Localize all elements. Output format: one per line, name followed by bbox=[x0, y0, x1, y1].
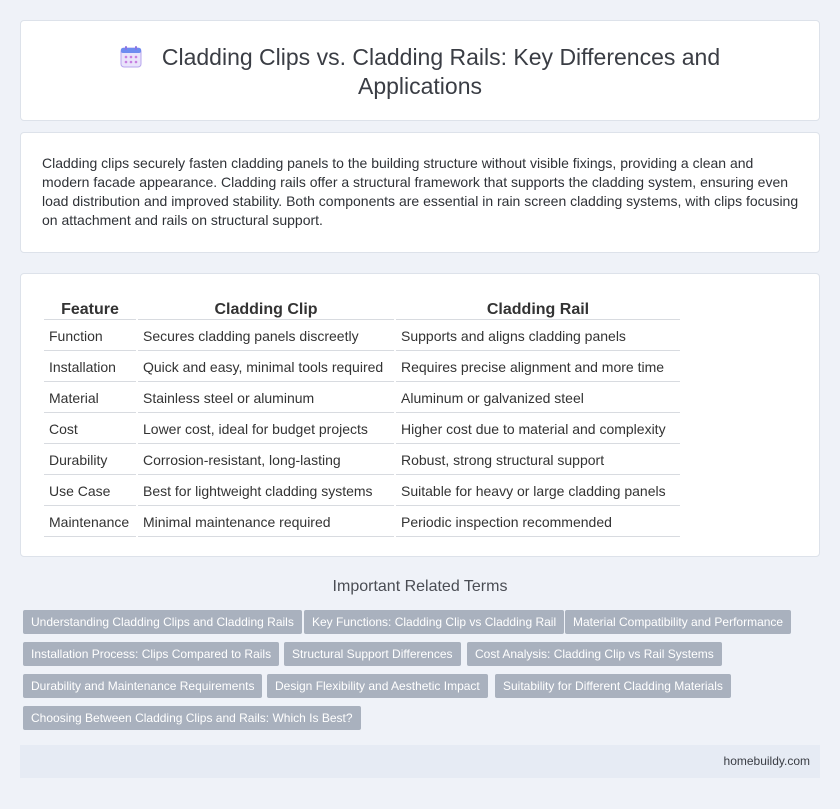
tag-link[interactable]: Material Compatibility and Performance bbox=[565, 610, 791, 634]
row-clip-value: Minimal maintenance required bbox=[138, 508, 394, 537]
tag-link[interactable]: Design Flexibility and Aesthetic Impact bbox=[267, 674, 488, 698]
row-feature: Installation bbox=[44, 353, 136, 382]
tag-link[interactable]: Cost Analysis: Cladding Clip vs Rail Systems bbox=[467, 642, 722, 666]
row-feature: Durability bbox=[44, 446, 136, 475]
row-rail-value: Requires precise alignment and more time bbox=[396, 353, 680, 382]
row-feature: Function bbox=[44, 322, 136, 351]
row-feature: Maintenance bbox=[44, 508, 136, 537]
row-clip-value: Best for lightweight cladding systems bbox=[138, 477, 394, 506]
table-row bbox=[44, 446, 680, 475]
row-rail-value: Suitable for heavy or large cladding panels bbox=[396, 477, 680, 506]
tag-link[interactable]: Suitability for Different Cladding Materials bbox=[495, 674, 731, 698]
tag-link[interactable]: Durability and Maintenance Requirements bbox=[23, 674, 262, 698]
intro-paragraph: Cladding clips securely fasten cladding panels to the building structure without visible fixings, providing a clean and modern facade appearance. Cladding rails offer a structural framework that supports the cladding system, ensuring even load distribution and improved stability. Both components are essential in rain screen cladding systems, with clips focusing on attachment and rails on structural support. bbox=[42, 155, 799, 228]
table-row bbox=[44, 477, 680, 506]
header-feature: Feature bbox=[44, 296, 136, 320]
table-row bbox=[44, 353, 680, 382]
footer bbox=[20, 745, 820, 778]
page-title-wrap bbox=[81, 43, 759, 101]
row-rail-value: Robust, strong structural support bbox=[396, 446, 680, 475]
related-terms-title: Important Related Terms bbox=[332, 578, 508, 595]
tag-link[interactable]: Understanding Cladding Clips and Cladding Rails bbox=[23, 610, 302, 634]
title-card bbox=[20, 20, 820, 121]
row-clip-value: Corrosion-resistant, long-lasting bbox=[138, 446, 394, 475]
table-row bbox=[44, 322, 680, 351]
comparison-card bbox=[20, 273, 820, 557]
tag-link[interactable]: Choosing Between Cladding Clips and Rails: Which Is Best? bbox=[23, 706, 361, 730]
row-rail-value: Aluminum or galvanized steel bbox=[396, 384, 680, 413]
table-row bbox=[44, 415, 680, 444]
header-cladding-rail: Cladding Rail bbox=[396, 296, 680, 320]
comparison-table bbox=[42, 294, 682, 539]
table-header-row bbox=[44, 296, 680, 320]
row-clip-value: Lower cost, ideal for budget projects bbox=[138, 415, 394, 444]
header-cladding-clip: Cladding Clip bbox=[138, 296, 394, 320]
calendar-icon bbox=[120, 46, 142, 68]
row-feature: Use Case bbox=[44, 477, 136, 506]
row-rail-value: Periodic inspection recommended bbox=[396, 508, 680, 537]
row-feature: Cost bbox=[44, 415, 136, 444]
tag-link[interactable]: Installation Process: Clips Compared to Rails bbox=[23, 642, 279, 666]
row-rail-value: Higher cost due to material and complexity bbox=[396, 415, 680, 444]
row-feature: Material bbox=[44, 384, 136, 413]
tag-link[interactable]: Key Functions: Cladding Clip vs Cladding Rail bbox=[304, 610, 564, 634]
row-rail-value: Supports and aligns cladding panels bbox=[396, 322, 680, 351]
table-row bbox=[44, 508, 680, 537]
tag-link[interactable]: Structural Support Differences bbox=[284, 642, 461, 666]
row-clip-value: Stainless steel or aluminum bbox=[138, 384, 394, 413]
table-row bbox=[44, 384, 680, 413]
page-title: Cladding Clips vs. Cladding Rails: Key Differences and Applications bbox=[161, 44, 721, 99]
footer-site-link[interactable]: homebuildy.com bbox=[723, 754, 810, 768]
row-clip-value: Secures cladding panels discreetly bbox=[138, 322, 394, 351]
intro-card bbox=[20, 132, 820, 253]
row-clip-value: Quick and easy, minimal tools required bbox=[138, 353, 394, 382]
